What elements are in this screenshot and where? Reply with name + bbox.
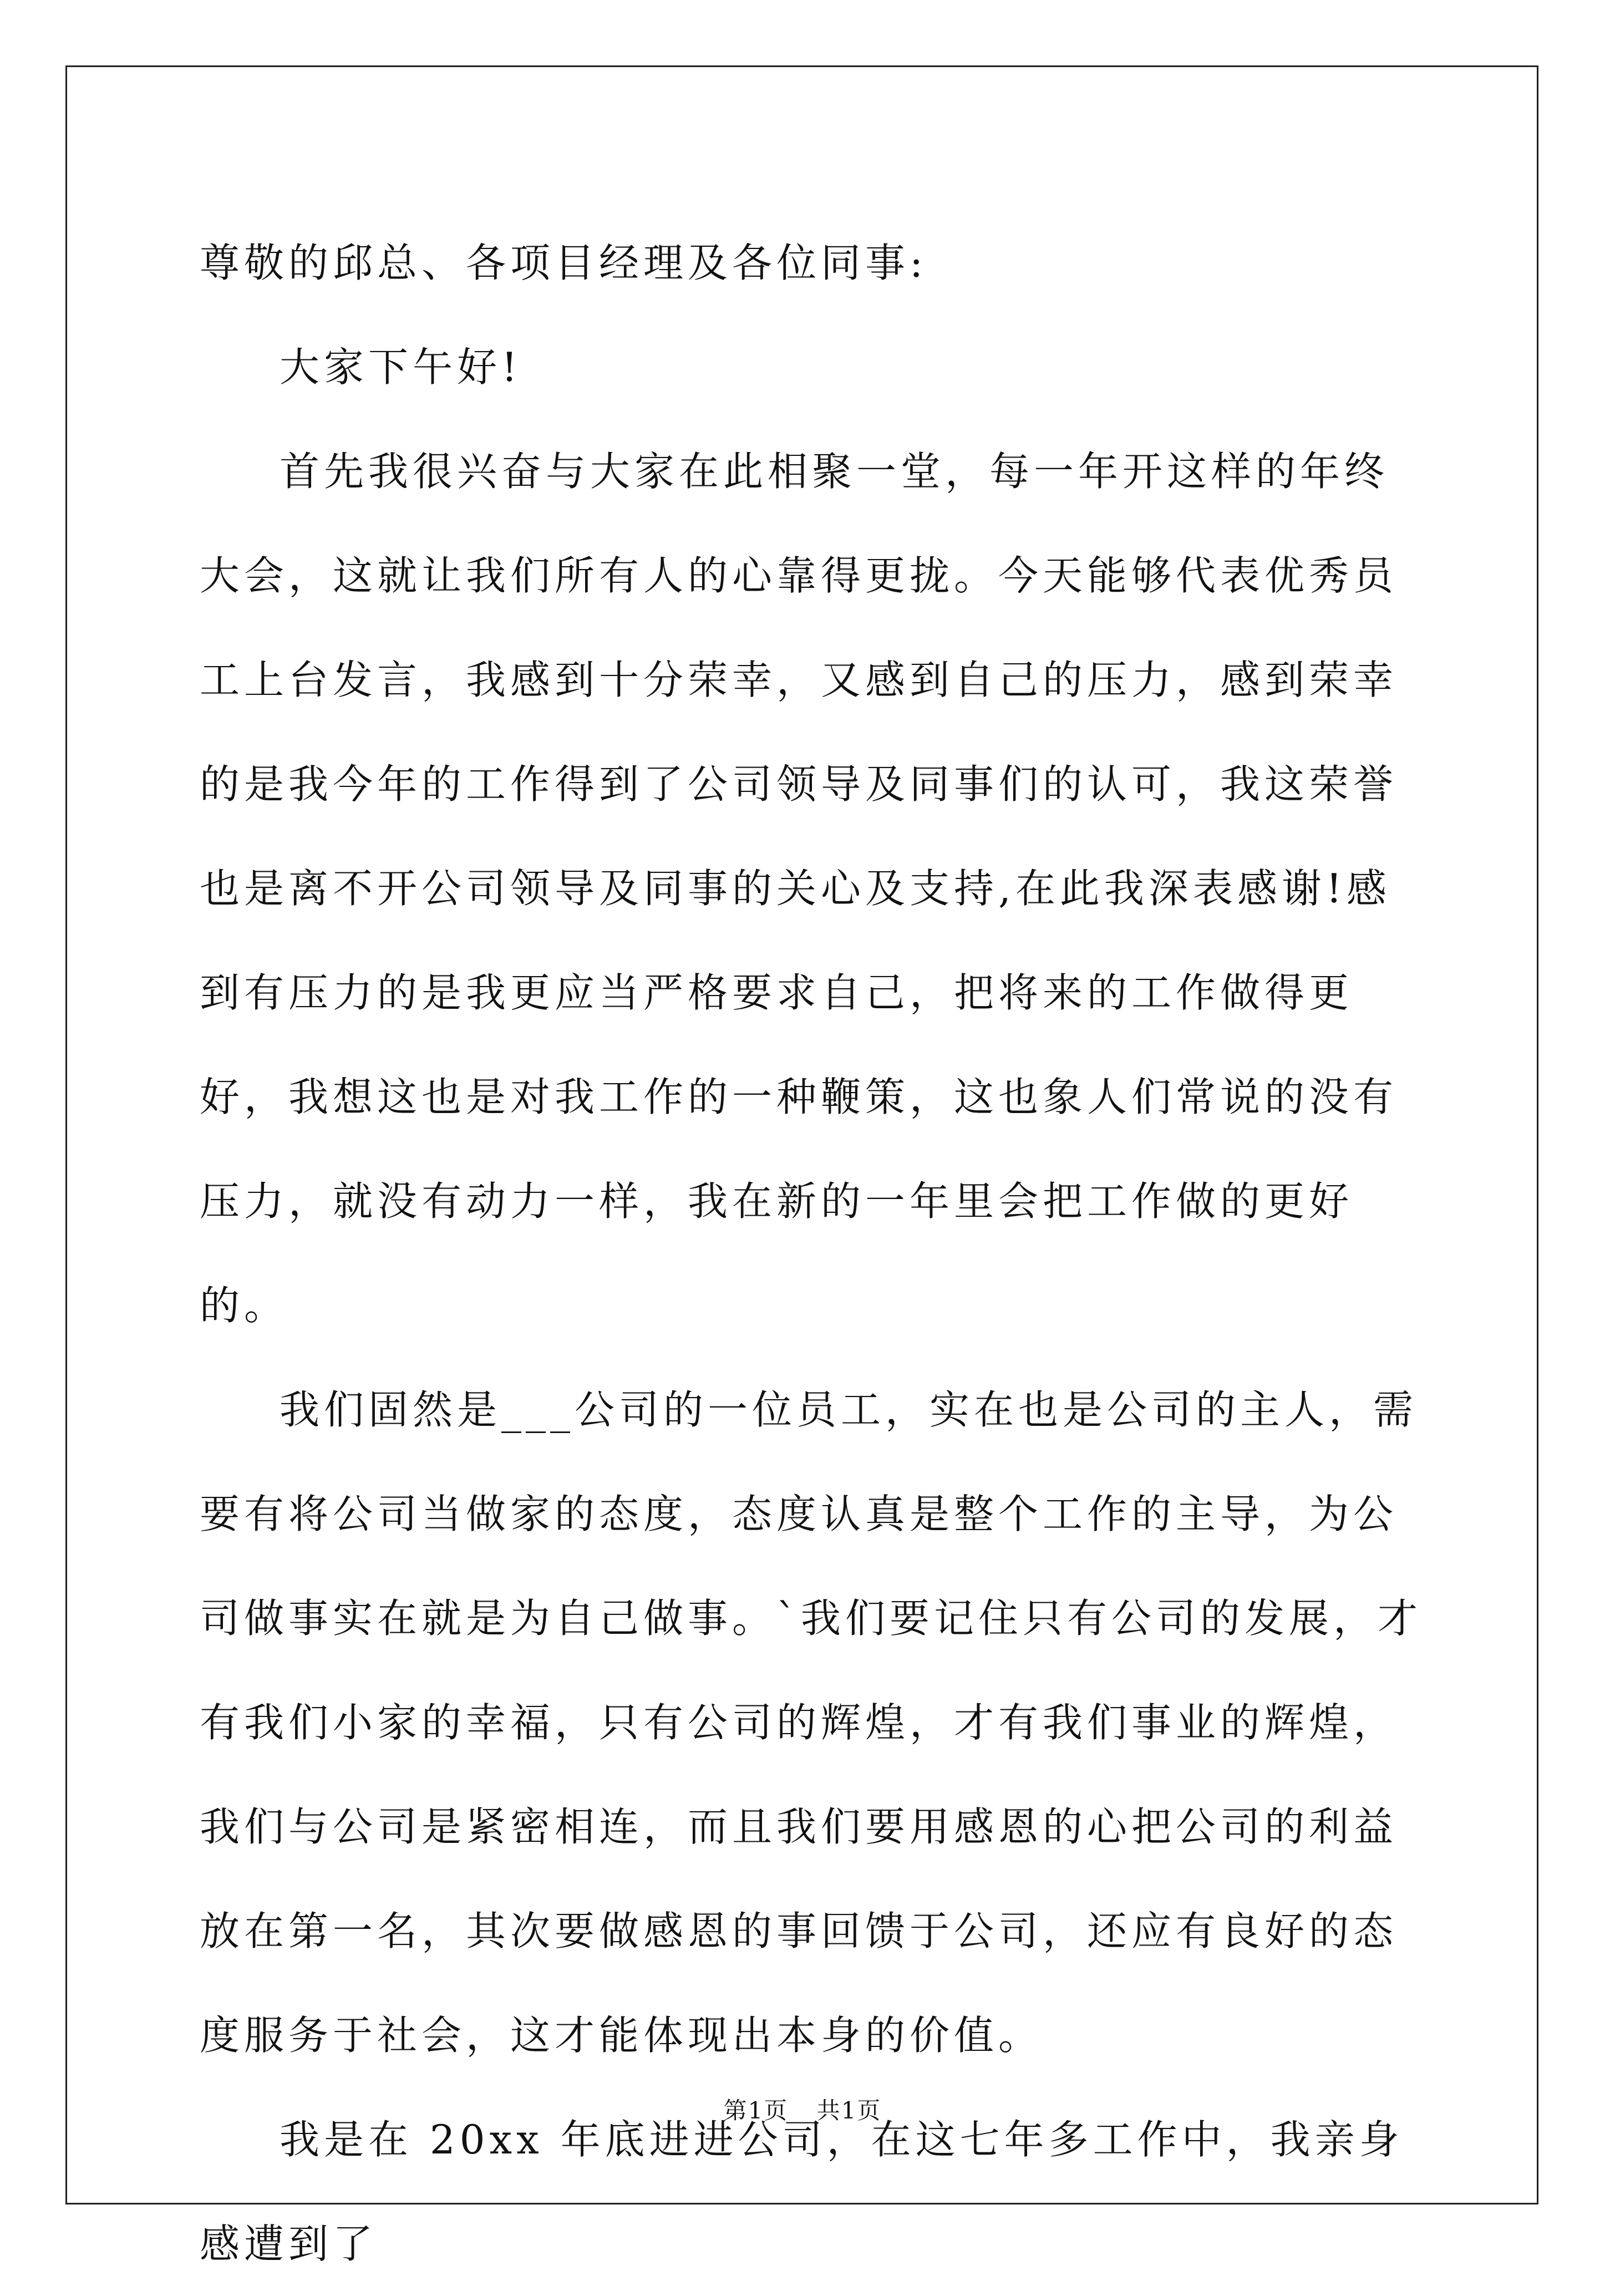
paragraph-2: 我们固然是___公司的一位员工，实在也是公司的主人，需要有将公司当做家的态度，态度认真是整个工作的主导，为公司做事实在就是为自己做事。`我们要记住只有公司的发展，才有我们小家的幸福，只有公司的辉煌，才有我们事业的辉煌，我们与公司是紧密相连，而且我们要用感恩的心把公司的利益放在第一名，其次要做感恩的事回馈于公司，还应有良好的态度服务于社会，这才能体现出本身的价值。 (200, 1386, 1423, 2059)
page-number: 第1页 (723, 2097, 789, 2124)
salutation: 尊敬的邱总、各项目经理及各位同事: (200, 240, 928, 286)
paragraph-3: 我是在 20xx 年底进进公司，在这七年多工作中，我亲身感遭到了 (200, 2116, 1404, 2267)
page-footer (0, 2094, 1605, 2127)
document-body (200, 211, 1425, 2296)
paragraph-greeting: 大家下午好! (280, 344, 522, 390)
page-total: 共1页 (816, 2097, 882, 2124)
paragraph-1: 首先我很兴奋与大家在此相聚一堂，每一年开这样的年终大会，这就让我们所有人的心靠得更拢。今天能够代表优秀员工上台发言，我感到十分荣幸，又感到自己的压力，感到荣幸的是我今年的工作得到了公司领导及同事们的认可，我这荣誉也是离不开公司领导及同事的关心及支持,在此我深表感谢!感到有压力的是我更应当严格要求自己，把将来的工作做得更好，我想这也是对我工作的一种鞭策，这也象人们常说的没有压力，就没有动力一样，我在新的一年里会把工作做的更好的。 (200, 448, 1398, 1329)
